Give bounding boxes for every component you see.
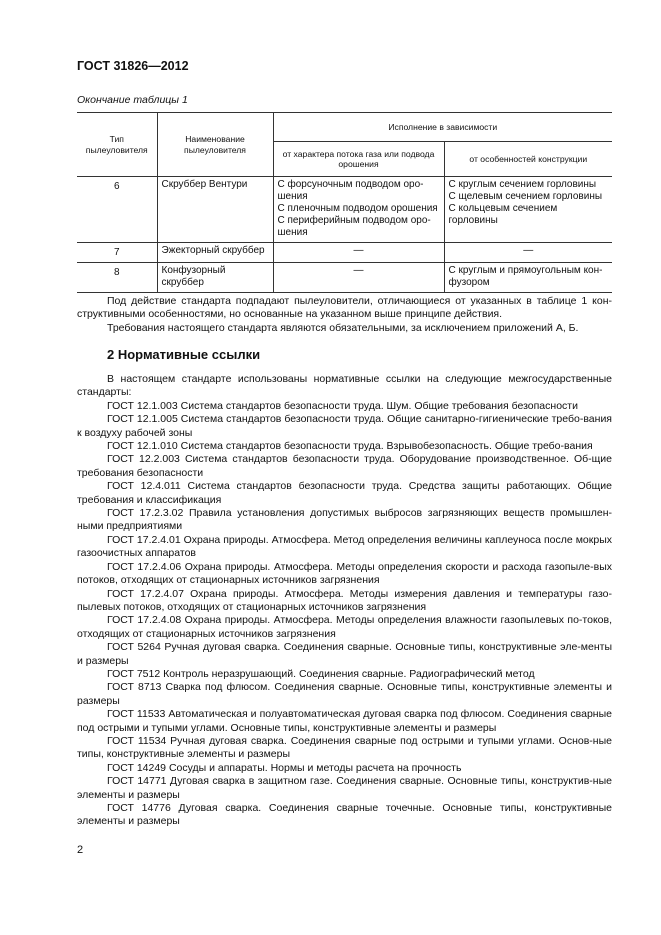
reference-item: ГОСТ 12.1.003 Система стандартов безопасности труда. Шум. Общие требования безопасности xyxy=(107,399,578,412)
row-name: Конфузорный скруббер xyxy=(157,263,273,293)
row-type: 8 xyxy=(77,263,157,293)
page-number: 2 xyxy=(77,844,84,856)
reference-item: ГОСТ 17.2.4.06 Охрана природы. Атмосфера. Методы определения скорости и расхода газопыле-вых потоков, отходящих от стационарных источников загрязнения xyxy=(77,560,612,587)
row-flow xyxy=(273,177,444,243)
column-header-flow: от характера потока газа или подвода орошения xyxy=(273,142,444,177)
row-type: 6 xyxy=(77,177,157,243)
reference-item: ГОСТ 12.4.011 Система стандартов безопасности труда. Средства защиты работающих. Общие требования и классификация xyxy=(77,480,612,506)
document-code-header: ГОСТ 31826—2012 xyxy=(77,59,189,73)
reference-item: ГОСТ 14776 Дуговая сварка. Соединения сварные точечные. Основные типы, конструктивные элементы и размеры xyxy=(77,802,612,828)
row-name: Скруббер Вентури xyxy=(157,177,273,243)
row-design xyxy=(444,263,612,293)
section-body xyxy=(77,373,612,829)
reference-item: ГОСТ 11534 Ручная дуговая сварка. Соединения сварные под острыми и тупыми углами. Основ-ные типы, конструктивные элементы и размеры xyxy=(77,734,612,761)
cell-line: фузором xyxy=(448,277,490,288)
section-title: 2 Нормативные ссылки xyxy=(107,347,261,362)
table-row xyxy=(77,263,612,293)
section-lead: В настоящем стандарте использованы нормативные ссылки на следующие межгосударственные стандарты: xyxy=(77,373,612,399)
cell-line: шения xyxy=(277,227,308,238)
reference-item: ГОСТ 17.2.4.01 Охрана природы. Атмосфера. Метод определения величины каплеуноса после мокрых газоочистных аппаратов xyxy=(77,533,612,560)
reference-item: ГОСТ 5264 Ручная дуговая сварка. Соединения сварные. Основные типы, конструктивные эле-менты и размеры xyxy=(77,641,612,667)
row-flow: — xyxy=(273,263,444,293)
reference-item: ГОСТ 14771 Дуговая сварка в защитном газе. Соединения сварные. Основные типы, конструктив-ные элементы и размеры xyxy=(77,775,612,801)
cell-line: С круглым и прямоугольным кон- xyxy=(448,265,603,276)
reference-item: ГОСТ 17.2.4.07 Охрана природы. Атмосфера. Методы измерения давления и температуры газо-пылевых потоков, отходящих от стационарных источников загрязнения xyxy=(77,587,612,613)
cell-line: С пленочным подводом орошения xyxy=(277,203,438,214)
reference-item: ГОСТ 17.2.3.02 Правила установления допустимых выбросов загрязняющих веществ промышлен-ными предприятиями xyxy=(77,507,612,533)
reference-item: ГОСТ 12.2.003 Система стандартов безопасности труда. Оборудование производственное. Об-щие требования безопасности xyxy=(77,453,612,479)
dust-collector-table xyxy=(77,112,612,293)
row-flow: — xyxy=(273,243,444,263)
reference-item: ГОСТ 12.1.005 Система стандартов безопасности труда. Общие санитарно-гигиенические требо-вания к воздуху рабочей зоны xyxy=(77,413,612,439)
column-header-type: Тип пылеуловителя xyxy=(77,113,157,177)
reference-item: ГОСТ 12.1.010 Система стандартов безопасности труда. Взрывобезопасность. Общие требо-вания xyxy=(107,440,593,453)
intro-text xyxy=(77,295,612,335)
cell-line: С форсуночным подводом оро- xyxy=(277,179,424,190)
reference-item: ГОСТ 7512 Контроль неразрушающий. Соединения сварные. Радиографический метод xyxy=(107,667,535,680)
row-design: — xyxy=(444,243,612,263)
table-row xyxy=(77,177,612,243)
cell-line: С кольцевым сечением горловины xyxy=(448,203,558,226)
reference-item: ГОСТ 8713 Сварка под флюсом. Соединения сварные. Основные типы, конструктивные элементы и размеры xyxy=(77,681,612,707)
column-header-group: Исполнение в зависимости xyxy=(273,113,612,142)
row-type: 7 xyxy=(77,243,157,263)
reference-item: ГОСТ 17.2.4.08 Охрана природы. Атмосфера. Методы определения влажности газопылевых по-токов, отходящих от стационарных источников загрязнения xyxy=(77,614,612,640)
cell-line: шения xyxy=(277,191,308,202)
row-design xyxy=(444,177,612,243)
cell-line: С круглым сечением горловины xyxy=(448,179,597,190)
paragraph-scope: Под действие стандарта подпадают пылеуловители, отличающиеся от указанных в таблице 1 кон-структивными особенностями, но основанные на указанном выше принципе действия. xyxy=(77,295,612,321)
cell-line: С периферийным подводом оро- xyxy=(277,215,431,226)
column-header-design: от особенностей конструкции xyxy=(444,142,612,177)
reference-item: ГОСТ 14249 Сосуды и аппараты. Нормы и методы расчета на прочность xyxy=(107,761,462,774)
cell-line: С щелевым сечением горловины xyxy=(448,191,603,202)
table-caption: Окончание таблицы 1 xyxy=(77,94,188,106)
reference-list xyxy=(77,400,612,829)
table-row xyxy=(77,243,612,263)
row-name: Эжекторный скруббер xyxy=(157,243,273,263)
column-header-name: Наименование пылеуловителя xyxy=(157,113,273,177)
paragraph-requirements: Требования настоящего стандарта являются обязательными, за исключением приложений А, Б. xyxy=(107,321,579,334)
reference-item: ГОСТ 11533 Автоматическая и полуавтоматическая дуговая сварка под флюсом. Соединения сварные под острыми и тупыми углами. Основные типы, конструктивные элементы и размеры xyxy=(77,708,612,734)
